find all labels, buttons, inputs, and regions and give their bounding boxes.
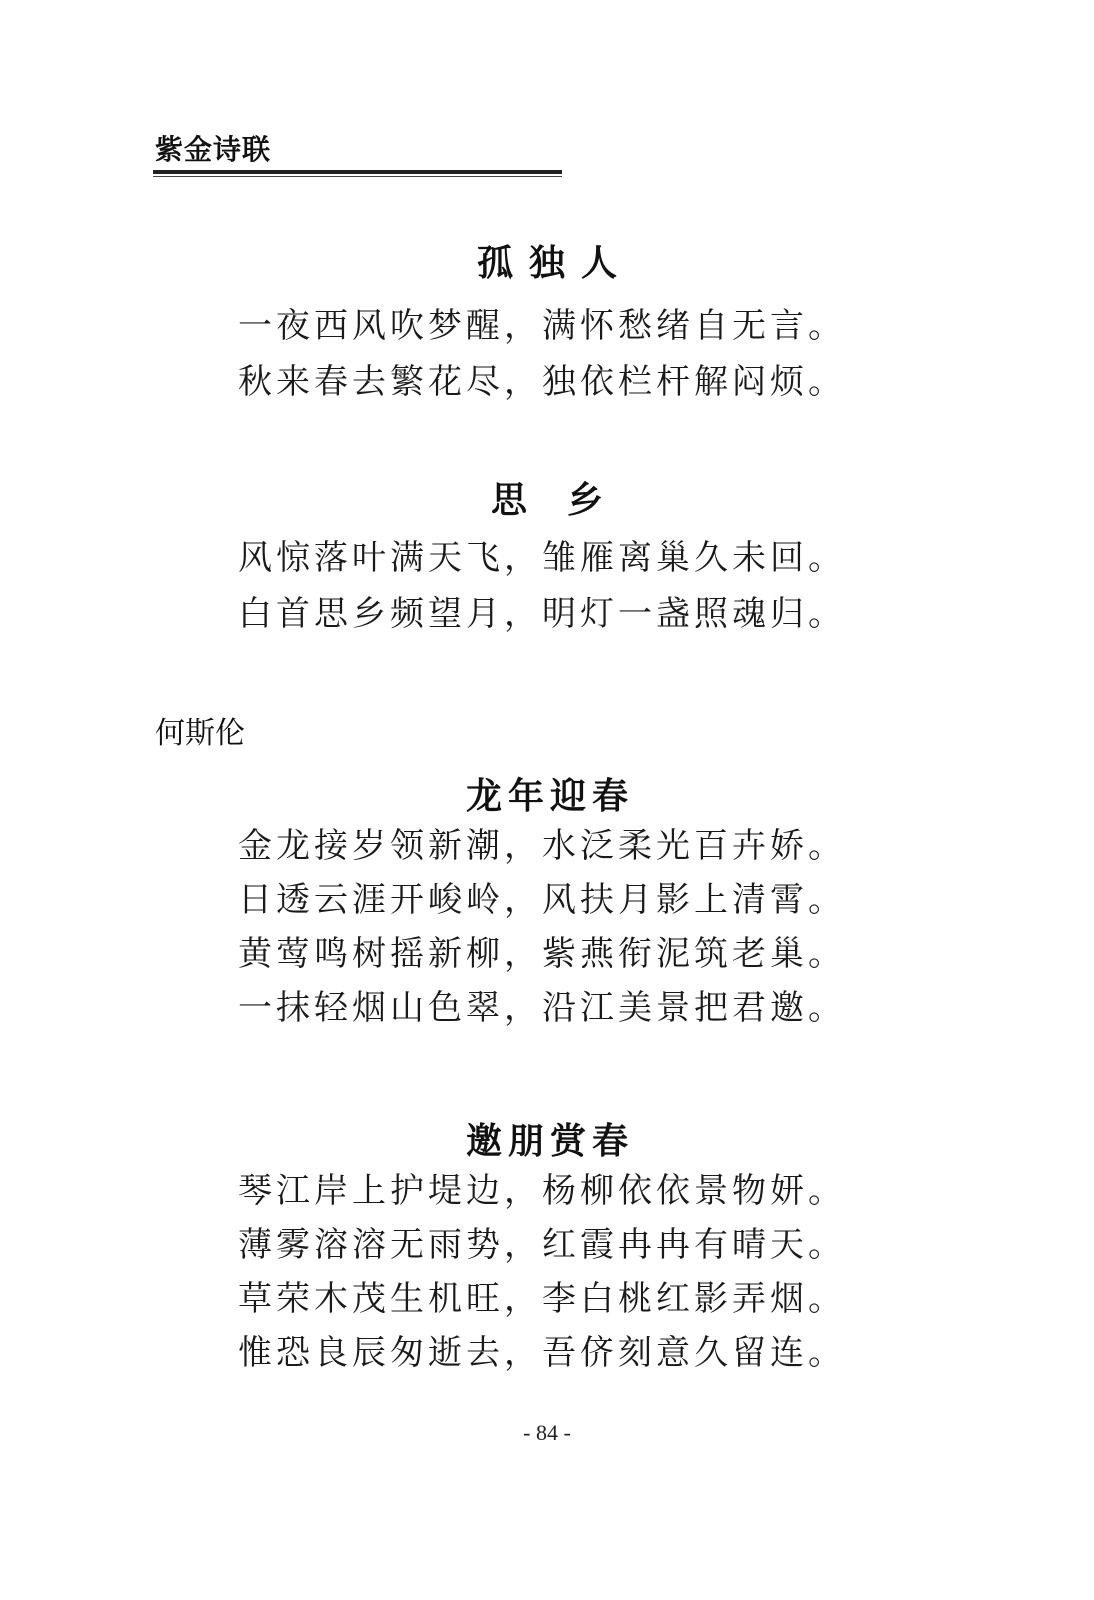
header-rule-thin bbox=[153, 176, 562, 177]
author-name: 何斯伦 bbox=[155, 716, 245, 751]
poem-4-line-3: 草荣木茂生机旺，李白桃红影弄烟。 bbox=[238, 1279, 846, 1319]
poem-title-3: 龙年迎春 bbox=[465, 775, 634, 817]
poem-1-line-2: 秋来春去繁花尽，独依栏杆解闷烦。 bbox=[238, 362, 846, 402]
poem-4-line-4: 惟恐良辰匆逝去，吾侪刻意久留连。 bbox=[238, 1333, 846, 1373]
running-head: 紫金诗联 bbox=[155, 133, 272, 166]
poem-1-line-1: 一夜西风吹梦醒，满怀愁绪自无言。 bbox=[238, 306, 846, 346]
poem-3-line-4: 一抹轻烟山色翠，沿江美景把君邀。 bbox=[238, 988, 846, 1028]
poem-title-1: 孤独人 bbox=[476, 242, 633, 284]
poem-2-line-2: 白首思乡频望月，明灯一盏照魂归。 bbox=[238, 594, 846, 634]
header-rule bbox=[153, 170, 562, 174]
poem-title-4: 邀朋赏春 bbox=[465, 1120, 634, 1162]
poem-4-line-1: 琴江岸上护堤边，杨柳依依景物妍。 bbox=[238, 1171, 846, 1211]
poem-4-line-2: 薄雾溶溶无雨势，红霞冉冉有晴天。 bbox=[238, 1225, 846, 1265]
poem-3-line-1: 金龙接岁领新潮，水泛柔光百卉娇。 bbox=[238, 826, 846, 866]
poem-2-line-1: 风惊落叶满天飞，雏雁离巢久未回。 bbox=[238, 538, 846, 578]
poem-3-line-3: 黄莺鸣树摇新柳，紫燕衔泥筑老巢。 bbox=[238, 934, 846, 974]
poem-3-line-2: 日透云涯开峻岭，风扶月影上清霄。 bbox=[238, 880, 846, 920]
page-number: - 84 - bbox=[523, 1420, 571, 1445]
poem-title-2: 思乡 bbox=[490, 479, 643, 521]
